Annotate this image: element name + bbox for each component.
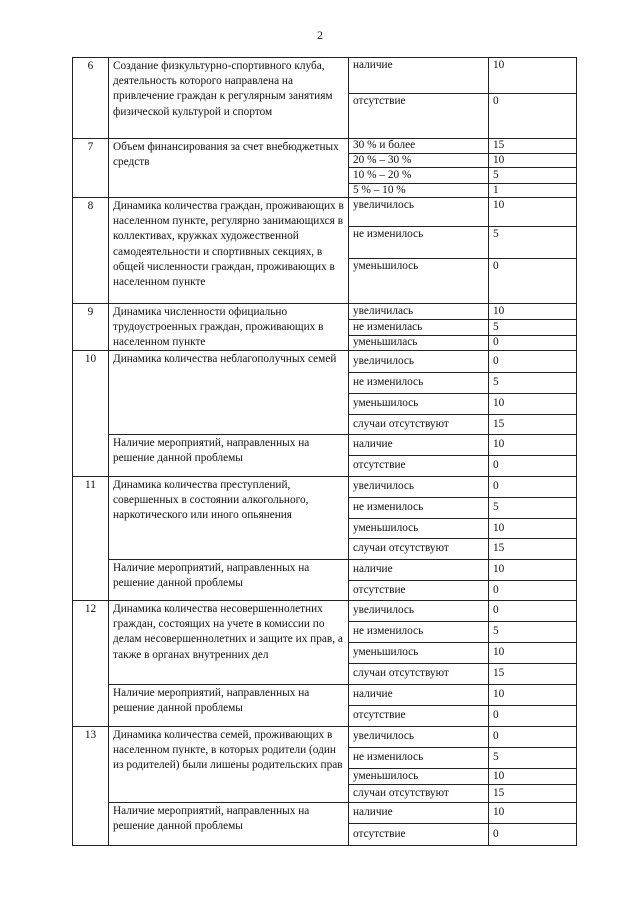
option-points: 0 <box>488 823 577 846</box>
criterion-text: Динамика количества несовершеннолетних граждан, состоящих на учете в комиссии по делам несовершеннолетних и защите их прав, а также в органах внутренних дел <box>108 600 349 685</box>
option-points: 0 <box>488 335 577 351</box>
option-points: 10 <box>488 57 577 94</box>
option-points: 10 <box>488 393 577 415</box>
option-label: не изменилось <box>348 497 489 519</box>
option-label: случаи отсутствуют <box>348 663 489 685</box>
option-label: увеличилось <box>348 726 489 748</box>
option-points: 10 <box>488 434 577 456</box>
option-label: не изменилось <box>348 621 489 643</box>
option-label: уменьшилось <box>348 518 489 539</box>
option-points: 0 <box>488 350 577 373</box>
criterion-text: Создание физкультурно-спортивного клуба, деятельность которого направлена на привлечение граждан к регулярным занятиям физической культурой и спортом <box>108 57 349 139</box>
option-label: не изменилось <box>348 372 489 394</box>
option-points: 10 <box>488 559 577 581</box>
row-number: 10 <box>72 350 109 477</box>
option-label: наличие <box>348 559 489 581</box>
row-number: 13 <box>72 726 109 846</box>
criterion-text: Наличие мероприятий, направленных на решение данной проблемы <box>108 802 349 846</box>
option-label: не изменилось <box>348 747 489 769</box>
page-number: 2 <box>317 28 323 42</box>
criterion-text: Динамика количества семей, проживающих в населенном пункте, в которых родители (один из родителей) были лишены родительских прав <box>108 726 349 803</box>
option-points: 10 <box>488 197 577 227</box>
option-points: 15 <box>488 138 577 154</box>
option-points: 10 <box>488 802 577 824</box>
option-points: 10 <box>488 684 577 706</box>
option-points: 10 <box>488 518 577 539</box>
option-points: 5 <box>488 226 577 259</box>
option-label: 10 % – 20 % <box>348 167 489 184</box>
option-label: случаи отсутствуют <box>348 538 489 560</box>
option-label: отсутствие <box>348 580 489 601</box>
option-points: 15 <box>488 414 577 435</box>
row-number: 7 <box>72 138 109 198</box>
option-label: увеличилось <box>348 476 489 498</box>
row-number: 11 <box>72 476 109 601</box>
option-label: не изменилась <box>348 319 489 336</box>
option-label: уменьшилось <box>348 768 489 785</box>
option-points: 0 <box>488 580 577 601</box>
option-label: 5 % – 10 % <box>348 183 489 198</box>
option-points: 10 <box>488 153 577 168</box>
criterion-text: Наличие мероприятий, направленных на решение данной проблемы <box>108 434 349 477</box>
option-points: 5 <box>488 497 577 519</box>
criterion-text: Наличие мероприятий, направленных на решение данной проблемы <box>108 559 349 601</box>
criterion-text: Динамика количества неблагополучных семей <box>108 350 349 435</box>
option-label: не изменилось <box>348 226 489 259</box>
option-points: 0 <box>488 93 577 139</box>
option-label: отсутствие <box>348 823 489 846</box>
option-label: уменьшилось <box>348 258 489 304</box>
option-label: наличие <box>348 434 489 456</box>
option-points: 5 <box>488 372 577 394</box>
option-points: 15 <box>488 538 577 560</box>
option-label: наличие <box>348 684 489 706</box>
option-label: отсутствие <box>348 455 489 477</box>
row-number: 8 <box>72 197 109 304</box>
option-points: 5 <box>488 621 577 643</box>
row-number: 9 <box>72 303 109 351</box>
row-number: 6 <box>72 57 109 139</box>
option-label: увеличилось <box>348 197 489 227</box>
option-label: 30 % и более <box>348 138 489 154</box>
criterion-text: Динамика количества преступлений, совершенных в состоянии алкогольного, наркотического или иного опьянения <box>108 476 349 560</box>
option-points: 10 <box>488 303 577 320</box>
option-label: увеличилось <box>348 350 489 373</box>
option-points: 0 <box>488 726 577 748</box>
option-label: 20 % – 30 % <box>348 153 489 168</box>
option-label: отсутствие <box>348 93 489 139</box>
option-label: наличие <box>348 802 489 824</box>
option-points: 10 <box>488 642 577 664</box>
option-points: 15 <box>488 784 577 803</box>
option-points: 1 <box>488 183 577 198</box>
option-points: 0 <box>488 258 577 304</box>
criterion-text: Динамика количества граждан, проживающих в населенном пункте, регулярно занимающихся в коллективах, кружках художественной самодеятельности и спортивных секциях, в общей численности граждан, проживающих в населенном пункте <box>108 197 349 304</box>
option-label: увеличилось <box>348 600 489 622</box>
option-points: 0 <box>488 476 577 498</box>
option-label: увеличилась <box>348 303 489 320</box>
option-label: отсутствие <box>348 705 489 727</box>
criterion-text: Динамика численности официально трудоустроенных граждан, проживающих в населенном пункте <box>108 303 349 351</box>
option-label: наличие <box>348 57 489 94</box>
row-number: 12 <box>72 600 109 727</box>
option-points: 0 <box>488 600 577 622</box>
criterion-text: Объем финансирования за счет внебюджетных средств <box>108 138 349 198</box>
option-label: случаи отсутствуют <box>348 784 489 803</box>
option-points: 0 <box>488 705 577 727</box>
option-label: уменьшилась <box>348 335 489 351</box>
option-label: уменьшилось <box>348 642 489 664</box>
option-label: уменьшилось <box>348 393 489 415</box>
option-points: 5 <box>488 747 577 769</box>
option-points: 5 <box>488 319 577 336</box>
criterion-text: Наличие мероприятий, направленных на решение данной проблемы <box>108 684 349 727</box>
option-label: случаи отсутствуют <box>348 414 489 435</box>
option-points: 0 <box>488 455 577 477</box>
option-points: 15 <box>488 663 577 685</box>
option-points: 5 <box>488 167 577 184</box>
option-points: 10 <box>488 768 577 785</box>
